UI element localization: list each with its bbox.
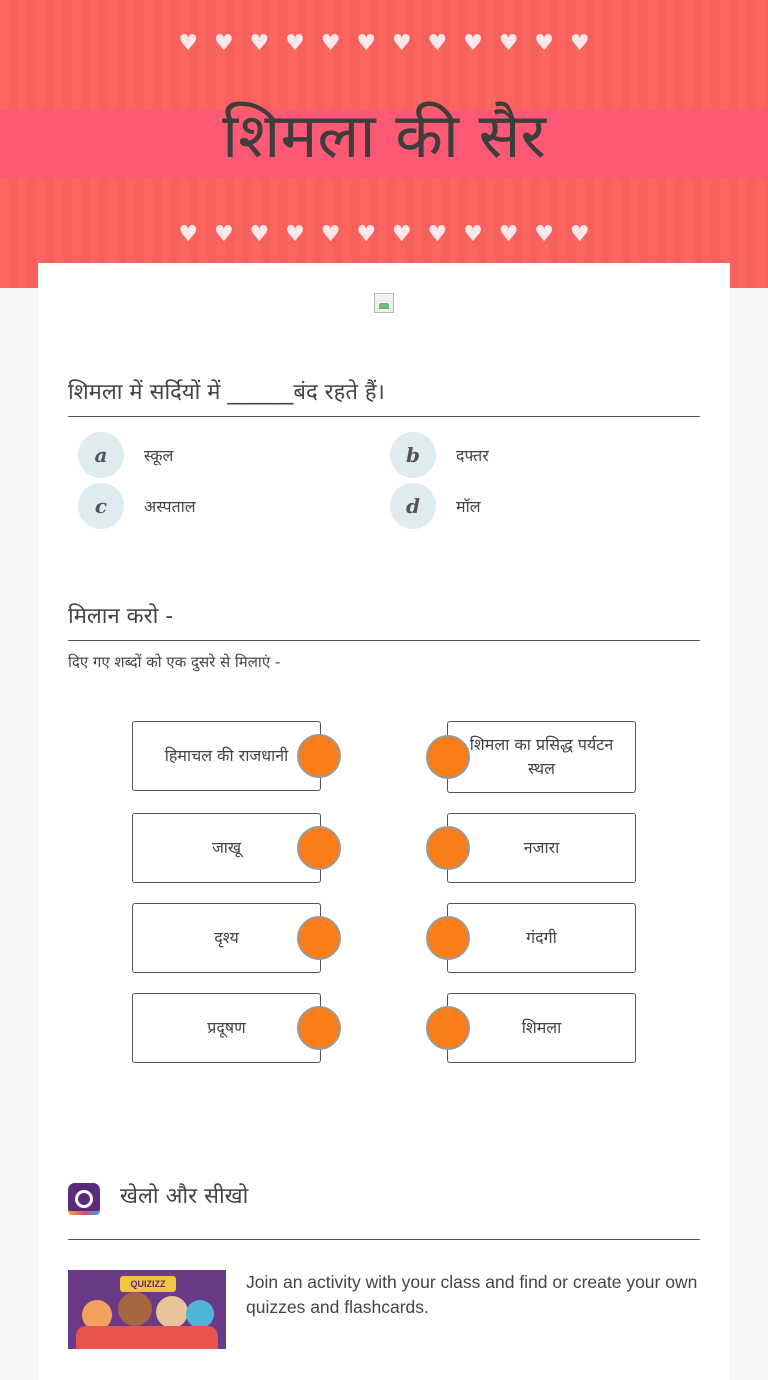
match-left-connector[interactable] [297,916,341,960]
kid-illustration [186,1300,214,1328]
heart-icon: ♥ [534,31,555,56]
header-banner [0,0,768,288]
quizizz-badge: QUIZIZZ [120,1276,176,1292]
heart-icon: ♥ [498,31,519,56]
match-left-item: जाखू [132,813,321,883]
match-right-item: शिमला [447,993,636,1063]
worksheet-title: शिमला की सैर [222,99,546,172]
heart-icon: ♥ [285,31,305,56]
question2-title: मिलान करो - [68,604,174,629]
match-right-item: गंदगी [447,903,636,973]
heart-icon: ♥ [463,222,483,247]
heart-icon: ♥ [356,222,377,247]
heart-icon: ♥ [249,31,270,56]
match-left-item: दृश्य [132,903,321,973]
heart-icon: ♥ [391,31,412,56]
match-right-item: नजारा [447,813,636,883]
heart-icon: ♥ [534,222,555,247]
promo-divider [68,1239,700,1240]
heart-icon: ♥ [249,222,270,247]
heart-icon: ♥ [356,31,377,56]
heart-icon: ♥ [463,31,483,56]
quizizz-promo-image[interactable] [68,1270,226,1349]
heart-icon: ♥ [213,222,234,247]
option-d-badge[interactable]: d [390,483,436,529]
option-a-text[interactable]: स्कूल [144,446,174,465]
heart-icon: ♥ [569,222,590,247]
promo-title: खेलो और सीखो [120,1184,249,1209]
match-right-connector[interactable] [426,735,470,779]
kid-illustration [118,1292,152,1326]
heart-icon: ♥ [320,31,341,56]
option-b-text[interactable]: दफ्तर [456,446,489,465]
match-right-connector[interactable] [426,916,470,960]
match-right-item: शिमला का प्रसिद्ध पर्यटन स्थल [447,721,636,793]
heart-icon: ♥ [498,222,519,247]
heart-icon: ♥ [427,31,448,56]
quizizz-logo-icon [68,1183,100,1215]
heart-icon: ♥ [569,31,590,56]
option-d-text[interactable]: मॉल [456,497,481,516]
question1-prompt: शिमला में सर्दियों में ______बंद रहते हैं। [68,380,385,405]
match-left-item: हिमाचल की राजधानी [132,721,321,791]
match-left-connector[interactable] [297,734,341,778]
promo-description: Join an activity with your class and find or create your own quizzes and flashcards. [246,1272,698,1317]
option-b-badge[interactable]: b [390,432,436,478]
hearts-row-top [0,33,768,55]
hearts-row-bottom [0,224,768,246]
option-c-text[interactable]: अस्पताल [144,497,196,516]
heart-icon: ♥ [178,222,199,247]
option-c-badge[interactable]: c [78,483,124,529]
broken-image-icon [374,293,394,313]
question2-divider [68,640,700,641]
match-right-connector[interactable] [426,1006,470,1050]
heart-icon: ♥ [285,222,305,247]
kid-illustration [156,1296,188,1328]
question2-instruction: दिए गए शब्दों को एक दुसरे से मिलाएं - [68,653,281,671]
match-left-item: प्रदूषण [132,993,321,1063]
kids-bodies [76,1326,218,1349]
heart-icon: ♥ [178,31,199,56]
heart-icon: ♥ [391,222,412,247]
match-right-connector[interactable] [426,826,470,870]
heart-icon: ♥ [213,31,234,56]
option-a-badge[interactable]: a [78,432,124,478]
match-left-connector[interactable] [297,826,341,870]
heart-icon: ♥ [427,222,448,247]
heart-icon: ♥ [320,222,341,247]
match-left-connector[interactable] [297,1006,341,1050]
question1-divider [68,416,700,417]
